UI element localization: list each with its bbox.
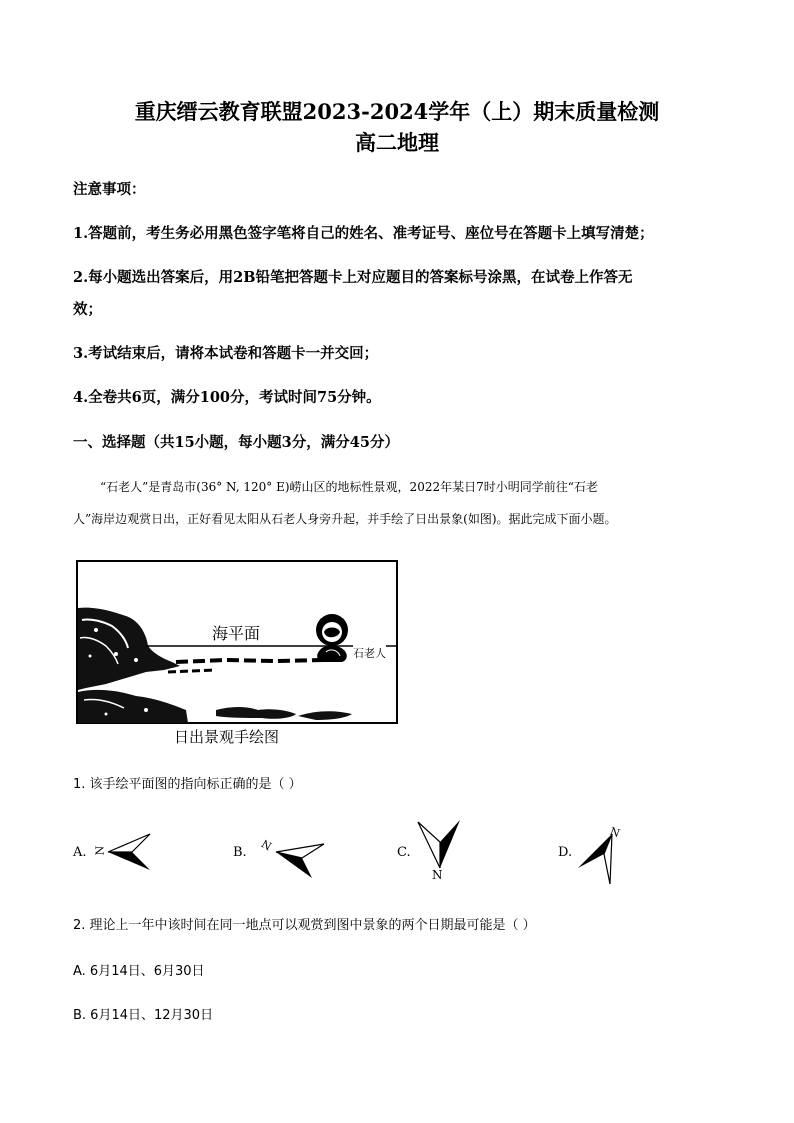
notice-item-4: 4.全卷共6页，满分100分，考试时间75分钟。 bbox=[73, 389, 381, 406]
notice-item-2: 2.每小题选出答案后，用2B铅笔把答题卡上对应题目的答案标号涂黑，在试卷上作答无 bbox=[73, 269, 633, 286]
north-arrow-c-icon bbox=[414, 818, 464, 870]
north-label-d: N bbox=[608, 824, 622, 841]
north-label-c: N bbox=[432, 868, 443, 882]
north-label-b: N bbox=[259, 836, 275, 853]
notice-heading: 注意事项： bbox=[73, 181, 146, 198]
q2-option-b[interactable]: B. 6月14日、12月30日 bbox=[73, 1008, 214, 1023]
notice-item-3: 3.考试结束后，请将本试卷和答题卡一并交回； bbox=[73, 345, 379, 362]
q1-option-a-label[interactable]: A. bbox=[73, 845, 87, 860]
notice-item-2-cont: 效； bbox=[73, 301, 102, 318]
passage-line-2: 人”海岸边观赏日出，正好看见太阳从石老人身旁升起，并手绘了日出景象(如图)。据此完成下面小题。 bbox=[73, 512, 617, 526]
q1-option-c-label[interactable]: C. bbox=[397, 845, 411, 860]
exam-subtitle: 高二地理 bbox=[355, 130, 439, 155]
q1-option-b-label[interactable]: B. bbox=[233, 845, 247, 860]
north-label-a: N bbox=[93, 845, 107, 856]
section-heading: 一、选择题（共15小题，每小题3分，满分45分） bbox=[73, 434, 399, 451]
exam-title: 重庆缙云教育联盟2023-2024学年（上）期末质量检测 bbox=[134, 99, 660, 124]
notice-item-1: 1.答题前，考生务必用黑色签字笔将自己的姓名、准考证号、座位号在答题卡上填写清楚； bbox=[73, 225, 654, 242]
question-2-stem: 2. 理论上一年中该时间在同一地点可以观赏到图中景象的两个日期最可能是（ ） bbox=[73, 918, 536, 933]
stone-old-man-label: 石老人 bbox=[353, 647, 386, 660]
passage-line-1: “石老人”是青岛市(36° N, 120° E)崂山区的地标性景观，2022年某日7时小明同学前往“石老 bbox=[100, 480, 598, 494]
q2-option-a[interactable]: A. 6月14日、6月30日 bbox=[73, 964, 205, 979]
sea-level-label: 海平面 bbox=[212, 624, 261, 643]
q1-option-d-label[interactable]: D. bbox=[558, 845, 573, 860]
question-1-stem: 1. 该手绘平面图的指向标正确的是（ ） bbox=[73, 777, 302, 792]
figure-caption: 日出景观手绘图 bbox=[174, 728, 280, 746]
